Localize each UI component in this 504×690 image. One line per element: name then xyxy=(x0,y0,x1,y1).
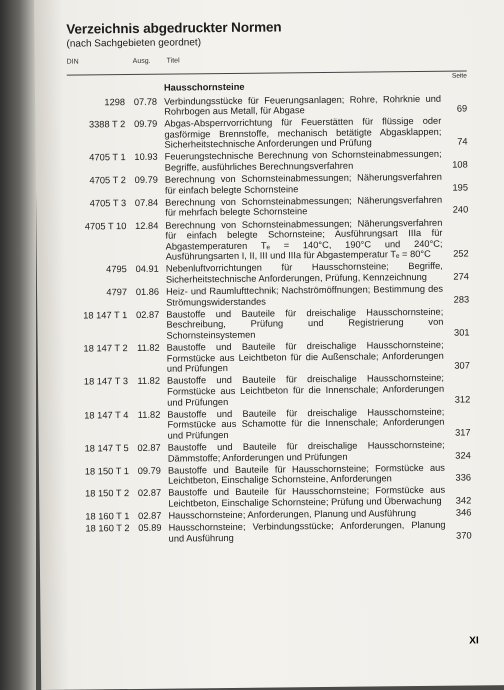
page-number: 240 xyxy=(452,204,469,216)
page-number: 252 xyxy=(453,248,469,259)
din-number: 4705 T 2 xyxy=(89,175,126,186)
norm-title: Feuerungstechnische Berechnung von Schornsteinabmessungen; Begriffe, ausführliches Berechnungsverfahren xyxy=(164,149,442,173)
din-number: 1298 xyxy=(104,96,126,107)
norm-entry xyxy=(68,149,468,174)
din-number: 4705 T 10 xyxy=(84,220,127,232)
issue-date: 07.84 xyxy=(134,197,159,208)
page-number: 324 xyxy=(455,449,471,461)
issue-date: 12.84 xyxy=(135,220,159,231)
issue-date: 11.82 xyxy=(137,376,161,387)
din-number: 18 147 T 5 xyxy=(84,442,129,454)
norm-entry xyxy=(67,93,467,118)
issue-date: 11.82 xyxy=(137,342,160,354)
column-din: DIN xyxy=(66,58,79,66)
page-number: 74 xyxy=(457,136,468,147)
norm-entry xyxy=(69,284,469,309)
issue-date: 02.87 xyxy=(137,442,161,453)
norm-title: Verbindungsstücke für Feuerungsanlagen; Rohre, Rohrknie und Rohrbogen aus Metall, für Abgase xyxy=(164,93,442,117)
norm-entry xyxy=(69,306,469,342)
page-number: 342 xyxy=(455,495,472,506)
page-number: 312 xyxy=(454,393,471,405)
din-number: 18 160 T 1 xyxy=(85,510,130,522)
page-number: 370 xyxy=(456,530,472,541)
issue-date: 09.79 xyxy=(133,118,158,130)
norm-title: Heiz- und Raumlufttechnik; Nachströmöffnungen; Bestimmung des Strömungswiderstandes xyxy=(166,283,444,308)
issue-date: 09.79 xyxy=(137,465,161,476)
book-page xyxy=(34,0,504,690)
norm-title: Baustoffe und Bauteile für dreischalige Hausschornsteine; Dämmstoffe; Anforderungen und Prüfungen xyxy=(167,439,445,464)
norm-title: Abgas-Absperrvorrichtung für Feuerstätten für flüssige oder gasförmige Brennstoffe, mechanisch betätigte Abgasklappen; Sicherheitstechnische Anforderungen und Prüfung xyxy=(164,115,442,151)
norm-title: Baustoffe und Bauteile für dreischalige Hausschornsteine; Formstücke aus Leichtbeton für die Außenschale; Anforderungen und Prüfungen xyxy=(166,339,444,374)
column-titel: Titel xyxy=(166,57,180,65)
issue-date: 10.93 xyxy=(134,152,158,163)
issue-date: 05.89 xyxy=(138,522,162,533)
norm-index xyxy=(66,17,471,546)
page-subtitle: (nach Sachgebieten geordnet) xyxy=(66,37,202,50)
issue-date: 07.78 xyxy=(133,96,158,107)
norm-entry xyxy=(69,261,469,286)
norm-title: Baustoffe und Bauteile für dreischalige Hausschornsteine; Formstücke aus Leichtbeton für die Innenschale; Anforderungen und Prüfungen xyxy=(166,373,445,408)
din-number: 4705 T 3 xyxy=(89,197,127,209)
norm-entry xyxy=(71,439,471,464)
din-number: 18 150 T 2 xyxy=(84,488,130,499)
din-number: 18 147 T 1 xyxy=(83,309,128,321)
page-number: 274 xyxy=(453,271,469,282)
norm-entry xyxy=(71,485,471,510)
din-number: 18 147 T 4 xyxy=(84,409,129,421)
norm-entry xyxy=(71,520,471,545)
norm-title: Berechnung von Schornsteinabmessungen; Näherungsverfahren für einfach belegte Schornsteine; Ausführungsart IIIa für Abgastemperaturen Tₑ = 140°C, 190°C und 240°C; Ausführungsarten I, II, III und IIIa für Abgastemperatur Tₑ = 80°C xyxy=(165,217,443,262)
page-number: 195 xyxy=(452,182,469,193)
din-number: 4795 xyxy=(106,264,127,275)
page-number: 283 xyxy=(453,294,470,305)
norm-title: Baustoffe und Bauteile für dreischalige Hausschornsteine; Beschreibung, Prüfung und Registrierung von Schornsteinsystemen xyxy=(166,306,444,341)
norm-entry xyxy=(68,217,468,264)
norm-entry xyxy=(70,340,470,376)
norm-entry xyxy=(71,462,471,487)
din-number: 4797 xyxy=(106,287,128,298)
norm-title: Hausschornsteine; Anforderungen, Planung und Ausführung xyxy=(168,507,417,521)
din-number: 18 150 T 1 xyxy=(84,465,129,477)
norm-entry xyxy=(70,373,470,409)
issue-date: 02.87 xyxy=(138,510,162,521)
norm-title: Hausschornsteine; Verbindungsstücke; Anforderungen, Planung und Ausführung xyxy=(168,519,446,544)
page-number: 301 xyxy=(453,327,470,338)
column-ausg: Ausg. xyxy=(132,57,151,65)
page-folio: XI xyxy=(469,635,479,647)
column-seite: Seite xyxy=(451,72,467,80)
norm-title: Baustoffe und Bauteile für Hausschornsteine; Formstücke aus Leichtbeton, Einschalige Schornsteine, Anforderungen xyxy=(167,462,445,486)
group-heading: Hausschornsteine xyxy=(163,81,245,93)
norm-title: Baustoffe und Bauteile für Hausschornsteine; Formstücke aus Leichtbeton, Einschalige Schornsteine; Prüfung und Überwachung xyxy=(168,485,446,509)
page-title: Verzeichnis abgedruckter Normen xyxy=(66,19,282,37)
issue-date: 01.86 xyxy=(135,286,160,298)
din-number: 18 160 T 2 xyxy=(85,523,130,534)
issue-date: 04.91 xyxy=(135,264,159,275)
issue-date: 02.87 xyxy=(137,487,162,499)
issue-date: 11.82 xyxy=(137,409,161,420)
din-number: 18 147 T 3 xyxy=(83,376,129,387)
page-number: 317 xyxy=(454,427,471,438)
entry-list xyxy=(67,72,472,544)
page-number: 69 xyxy=(456,103,468,114)
din-number: 3388 T 2 xyxy=(88,119,126,130)
norm-entry xyxy=(67,116,467,152)
column-header xyxy=(67,52,467,72)
norm-title: Baustoffe und Bauteile für dreischalige Hausschornsteine; Formstücke aus Schamotte für die Innenschale; Anforderungen und Prüfungen xyxy=(167,406,445,441)
norm-entry xyxy=(70,406,470,442)
norm-title: Berechnung von Schornsteinabmessungen; Näherungsverfahren für einfach belegte Schornsteine xyxy=(164,171,442,196)
issue-date: 02.87 xyxy=(135,309,160,320)
norm-entry xyxy=(68,194,468,219)
norm-title: Nebenluftvorrichtungen für Hausschornsteine; Begriffe, Sicherheitstechnische Anforderungen, Prüfung, Kennzeichnung xyxy=(165,261,443,285)
issue-date: 09.79 xyxy=(134,174,158,186)
din-number: 18 147 T 2 xyxy=(83,343,128,354)
page-number: 108 xyxy=(452,159,468,170)
page-number: 336 xyxy=(455,472,472,483)
norm-entry xyxy=(68,172,468,197)
norm-title: Berechnung von Schornsteinabmessungen; Näherungsverfahren für mehrfach belegte Schornsteine xyxy=(165,194,443,219)
book-spine-shadow xyxy=(0,0,36,690)
page-number: 346 xyxy=(455,507,472,518)
din-number: 4705 T 1 xyxy=(89,152,126,163)
page-number: 307 xyxy=(454,360,470,371)
